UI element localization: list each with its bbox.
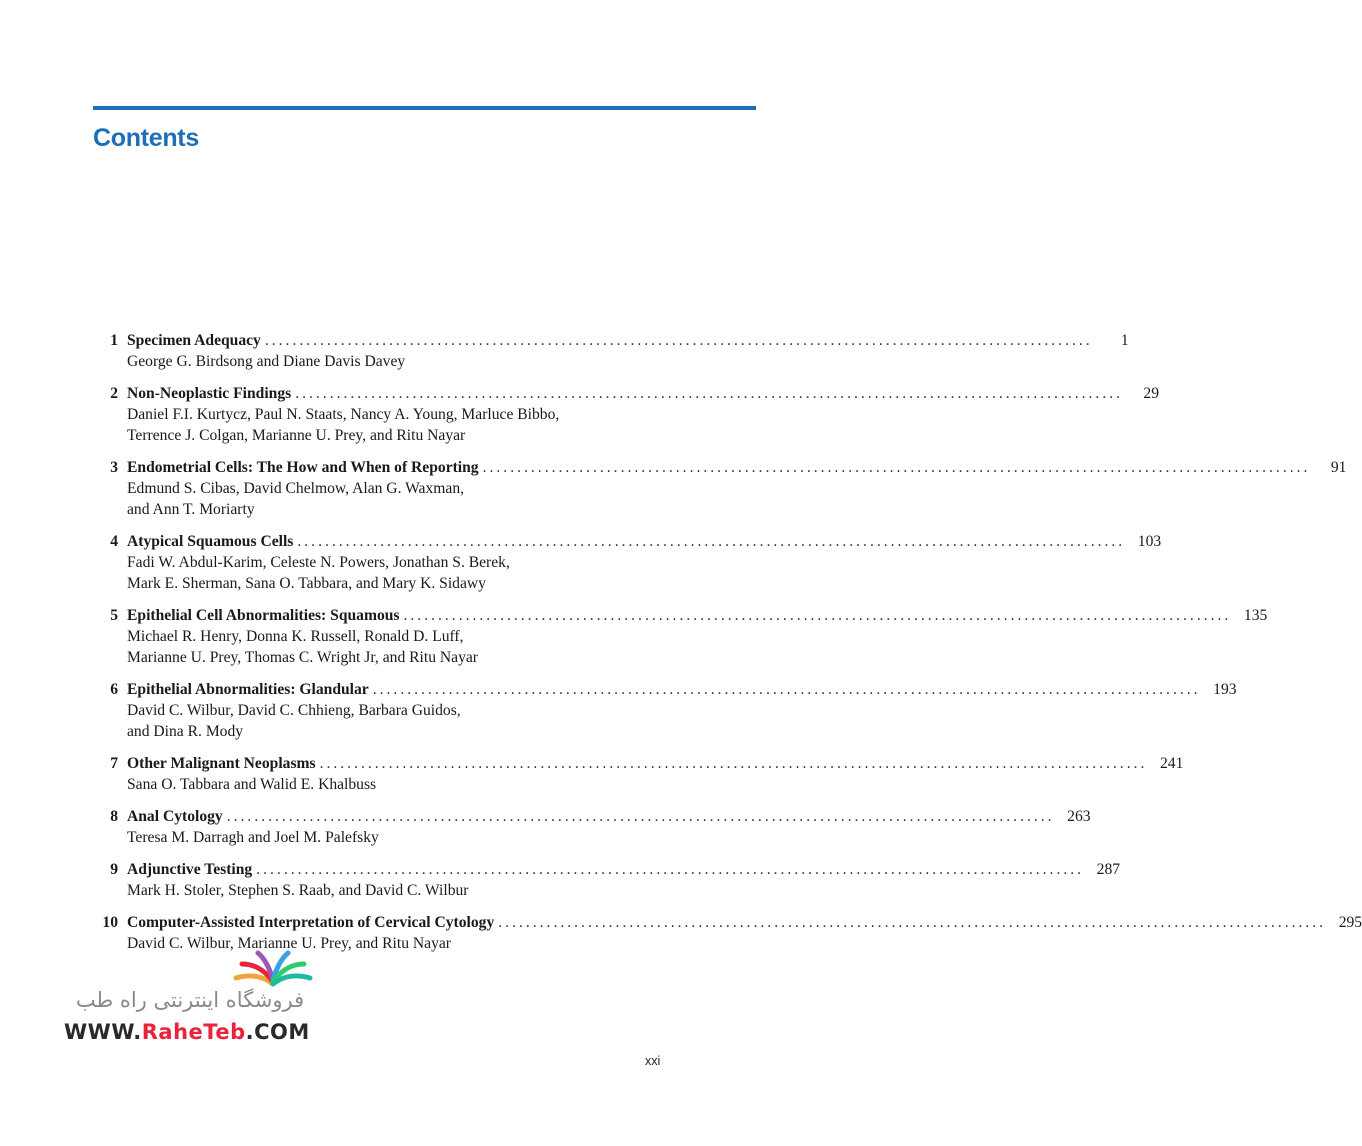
- author-line: and Dina R. Mody: [127, 723, 244, 740]
- chapter-authors: [127, 552, 663, 594]
- author-line: Mark E. Sherman, Sana O. Tabbara, and Mary K. Sidawy: [127, 575, 486, 592]
- book-logo-icon: [228, 948, 318, 988]
- author-line: Daniel F.I. Kurtycz, Paul N. Staats, Nancy A. Young, Marluce Bibbo,: [127, 406, 560, 423]
- chapter-number: 4: [110, 533, 118, 550]
- dot-leader: ........................................................................................................................: [372, 681, 1201, 698]
- chapter-authors: [127, 700, 663, 742]
- author-line: Marianne U. Prey, Thomas C. Wright Jr, and Ritu Nayar: [127, 649, 478, 666]
- dot-leader: ........................................................................................................................: [498, 914, 1327, 931]
- chapter-number: 7: [110, 755, 118, 772]
- chapter-page-number: 135: [1243, 607, 1268, 624]
- chapter-number: 9: [110, 861, 118, 878]
- chapter-number: 10: [102, 914, 118, 931]
- watermark: [62, 948, 322, 1058]
- chapter-title[interactable]: Epithelial Cell Abnormalities: Squamous: [127, 607, 400, 624]
- chapter-number: 8: [110, 808, 118, 825]
- chapter-page-number: 29: [1143, 385, 1160, 402]
- dot-leader: ........................................................................................................................: [403, 607, 1232, 624]
- chapter-title[interactable]: Adjunctive Testing: [127, 861, 253, 878]
- chapter-page-number: 287: [1096, 861, 1121, 878]
- author-line: and Ann T. Moriarty: [127, 501, 255, 518]
- dot-leader: ........................................................................................................................: [264, 332, 1093, 349]
- chapter-authors: [127, 351, 663, 372]
- table-of-contents: [93, 330, 1362, 965]
- dot-leader: ........................................................................................................................: [482, 459, 1311, 476]
- toc-entry[interactable]: [93, 806, 1091, 848]
- author-line: David C. Wilbur, David C. Chhieng, Barbara Guidos,: [127, 702, 461, 719]
- author-line: Sana O. Tabbara and Walid E. Khalbuss: [127, 776, 377, 793]
- chapter-title[interactable]: Other Malignant Neoplasms: [127, 755, 316, 772]
- chapter-number: 3: [110, 459, 118, 476]
- chapter-page-number: 263: [1067, 808, 1091, 825]
- author-line: Mark H. Stoler, Stephen S. Raab, and David C. Wilbur: [127, 882, 469, 899]
- dot-leader: ........................................................................................................................: [295, 385, 1124, 402]
- dot-leader: ........................................................................................................................: [319, 755, 1148, 772]
- chapter-number: 1: [110, 332, 118, 349]
- watermark-persian-text: فروشگاه اینترنتی راه طب: [75, 988, 305, 1012]
- toc-entry[interactable]: [93, 753, 1184, 795]
- toc-entry[interactable]: [93, 531, 1162, 594]
- chapter-page-number: 295: [1338, 914, 1362, 931]
- toc-entry[interactable]: [93, 330, 1129, 372]
- toc-entry[interactable]: [93, 383, 1160, 446]
- toc-entry[interactable]: [93, 457, 1347, 520]
- dot-leader: ........................................................................................................................: [226, 808, 1055, 825]
- author-line: George G. Birdsong and Diane Davis Davey: [127, 353, 406, 370]
- chapter-title[interactable]: Anal Cytology: [127, 808, 223, 825]
- chapter-authors: [127, 827, 663, 848]
- dot-leader: ........................................................................................................................: [297, 533, 1126, 550]
- chapter-authors: [127, 880, 663, 901]
- chapter-authors: [127, 626, 663, 668]
- chapter-page-number: 91: [1330, 459, 1347, 476]
- chapter-title[interactable]: Non-Neoplastic Findings: [127, 385, 292, 402]
- author-line: Edmund S. Cibas, David Chelmow, Alan G. Waxman,: [127, 480, 465, 497]
- toc-entry[interactable]: [93, 679, 1237, 742]
- author-line: Fadi W. Abdul-Karim, Celeste N. Powers, Jonathan S. Berek,: [127, 554, 510, 571]
- chapter-title[interactable]: Atypical Squamous Cells: [127, 533, 294, 550]
- chapter-title[interactable]: Computer-Assisted Interpretation of Cervical Cytology: [127, 914, 495, 931]
- dot-leader: ........................................................................................................................: [256, 861, 1085, 878]
- watermark-url[interactable]: WWW.RaheTeb.COM: [64, 1020, 310, 1044]
- chapter-page-number: 1: [1120, 332, 1129, 349]
- chapter-authors: [127, 478, 663, 520]
- author-line: Teresa M. Darragh and Joel M. Palefsky: [127, 829, 379, 846]
- chapter-number: 2: [110, 385, 118, 402]
- chapter-page-number: 241: [1160, 755, 1184, 772]
- chapter-page-number: 103: [1137, 533, 1162, 550]
- page-number: xxi: [645, 1054, 661, 1068]
- header-rule: [93, 106, 756, 110]
- author-line: Michael R. Henry, Donna K. Russell, Ronald D. Luff,: [127, 628, 464, 645]
- toc-entry[interactable]: [93, 605, 1268, 668]
- page-title: Contents: [93, 124, 199, 152]
- chapter-title[interactable]: Epithelial Abnormalities: Glandular: [127, 681, 369, 698]
- toc-entry[interactable]: [93, 859, 1121, 901]
- chapter-title[interactable]: Endometrial Cells: The How and When of Reporting: [127, 459, 479, 476]
- chapter-page-number: 193: [1213, 681, 1237, 698]
- chapter-number: 6: [110, 681, 118, 698]
- chapter-title[interactable]: Specimen Adequacy: [127, 332, 261, 349]
- chapter-number: 5: [110, 607, 118, 624]
- author-line: David C. Wilbur, Marianne U. Prey, and Ritu Nayar: [127, 935, 451, 952]
- author-line: Terrence J. Colgan, Marianne U. Prey, and Ritu Nayar: [127, 427, 466, 444]
- chapter-authors: [127, 774, 663, 795]
- chapter-authors: [127, 404, 663, 446]
